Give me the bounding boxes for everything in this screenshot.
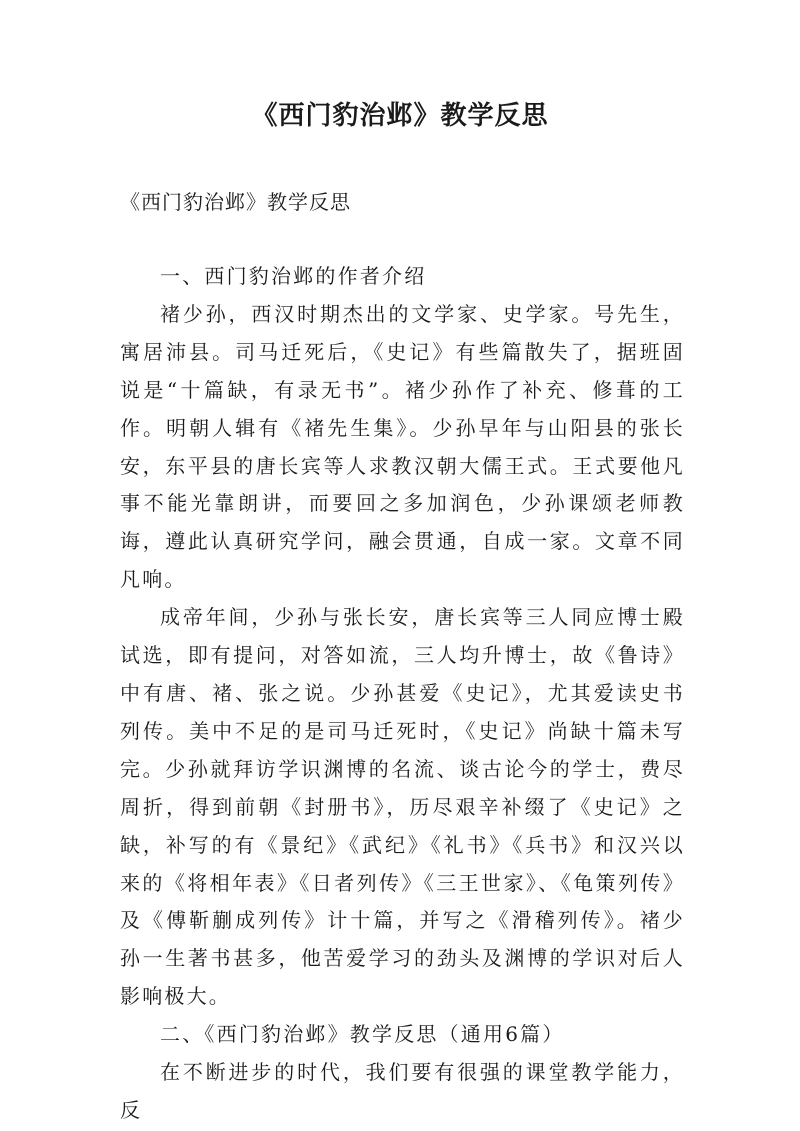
section-heading-reflection: 二、《西门豹治邺》教学反思（通用6篇） [160, 1022, 565, 1047]
document-subtitle: 《西门豹治邺》教学反思 [120, 190, 351, 214]
document-title: 《西门豹治邺》教学反思 [251, 101, 549, 131]
paragraph-reflection-start: 在不断进步的时代，我们要有很强的课堂教学能力，反 [120, 1060, 685, 1122]
paragraph-author-works: 成帝年间，少孙与张长安，唐长宾等三人同应博士殿试选，即有提问，对答如流，三人均升博士，故《鲁诗》中有唐、褚、张之说。少孙甚爱《史记》，尤其爱读史书列传。美中不足的是司马迁死时，《史记》尚缺十篇未写完。少孙就拜访学识渊博的名流、谈古论今的学士，费尽周折，得到前朝《封册书》，历尽艰辛补缀了《史记》之缺，补写的有《景纪》《武纪》《礼书》《兵书》和汉兴以来的《将相年表》《日者列传》《三王世家》、《龟策列传》及《傅靳蒯成列传》计十篇，并写之《滑稽列传》。褚少孙一生著书甚多，他苦爱学习的劲头及渊博的学识对后人影响极大。 [120, 605, 685, 1009]
paragraph-author-intro: 褚少孙，西汉时期杰出的文学家、史学家。号先生，寓居沛县。司马迁死后，《史记》有些篇散失了，据班固说是“十篇缺，有录无书”。褚少孙作了补充、修葺的工作。明朝人辑有《褚先生集》。少孙早年与山阳县的张长安，东平县的唐长宾等人求教汉朝大儒王式。王式要他凡事不能光靠朗讲，而要回之多加润色，少孙课颂老师教诲，遵此认真研究学问，融会贯通，自成一家。文章不同凡响。 [120, 301, 685, 592]
section-heading-author: 一、西门豹治邺的作者介绍 [160, 264, 427, 288]
document-body [120, 258, 685, 1130]
